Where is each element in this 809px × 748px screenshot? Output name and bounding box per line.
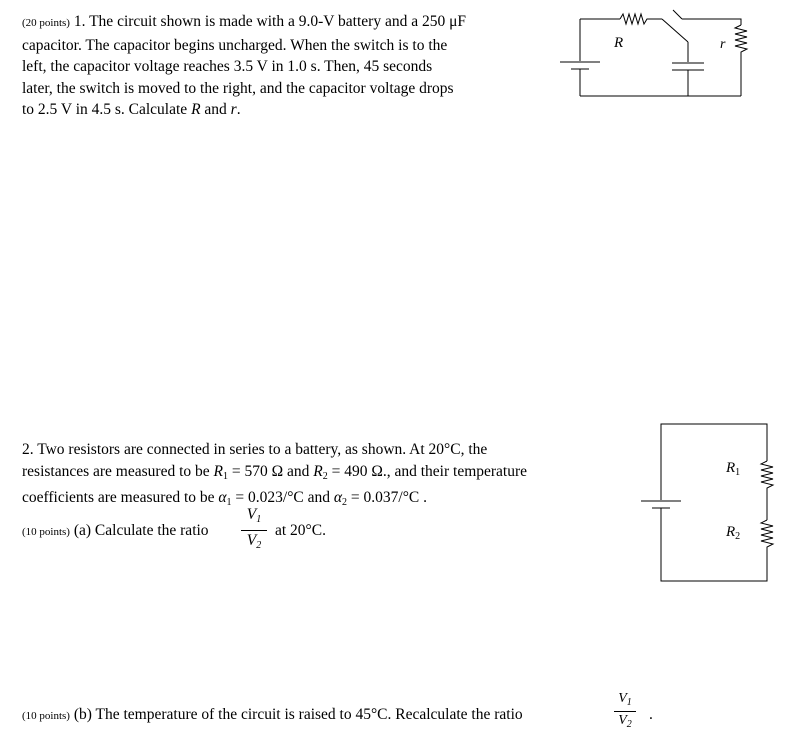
label-R1 bbox=[725, 460, 740, 478]
ratio-b-den-v: V bbox=[618, 713, 627, 728]
sub-alpha-2: 2 bbox=[342, 497, 348, 508]
ratio-a-num-v: V bbox=[246, 506, 257, 523]
part-a-label: (a) Calculate the ratio bbox=[73, 522, 209, 539]
var-R: R bbox=[191, 101, 201, 118]
ratio-a-den-v: V bbox=[246, 532, 257, 549]
ratio-a-num-sub: 1 bbox=[256, 514, 262, 525]
problem-1-and: and bbox=[200, 101, 231, 118]
problem-2-line-3-a: coefficients are measured to be bbox=[22, 489, 219, 506]
problem-1-line-5-prefix: to 2.5 V in 4.5 s. Calculate bbox=[22, 101, 192, 118]
problem-2-line-2-a: resistances are measured to be bbox=[22, 462, 214, 480]
problem-1-period: . bbox=[236, 101, 241, 118]
part-b-suffix: . bbox=[649, 706, 653, 723]
problem-1-line-1-text: The circuit shown is made with a 9.0-V battery and a 250 μF bbox=[89, 13, 467, 30]
resistor-R2 bbox=[661, 508, 773, 581]
ratio-b-den-sub: 2 bbox=[626, 719, 632, 730]
problem-1-number: 1. bbox=[73, 13, 86, 30]
ratio-b-num-v: V bbox=[618, 691, 627, 706]
label-R2 bbox=[725, 524, 740, 542]
problem-1-line-3: left, the capacitor voltage reaches 3.5 V in 1.0 s. Then, 45 seconds bbox=[22, 58, 433, 75]
label-R2-sub: 2 bbox=[735, 531, 741, 542]
resistor-R1 bbox=[761, 461, 773, 520]
problem-1-line-2: capacitor. The capacitor begins uncharged. When the switch is to the bbox=[22, 36, 448, 54]
var-r: r bbox=[230, 101, 237, 118]
var-alpha2: α bbox=[333, 489, 343, 506]
problem-2-line-1: 2. Two resistors are connected in series to a battery, as shown. At 20°C, the bbox=[22, 441, 488, 458]
ratio-b-denominator bbox=[614, 713, 636, 732]
part-a-suffix: at 20°C. bbox=[275, 522, 326, 539]
var-R2: R bbox=[313, 462, 323, 480]
wire-frame-top bbox=[661, 424, 767, 500]
label-r: r bbox=[720, 37, 726, 52]
problem-1-line-4: later, the switch is moved to the right, and the capacitor voltage drops bbox=[22, 79, 454, 97]
part-b-points: (10 points) bbox=[22, 710, 70, 722]
problem-2-line-2-b: = 570 Ω and bbox=[227, 462, 314, 480]
ratio-b-bar bbox=[614, 711, 636, 712]
ratio-fraction-b bbox=[614, 691, 636, 732]
part-b-label: (b) The temperature of the circuit is raised to 45°C. Recalculate the ratio bbox=[73, 706, 523, 723]
part-a-points: (10 points) bbox=[22, 526, 70, 538]
part-b-text bbox=[22, 704, 523, 728]
var-alpha1: α bbox=[218, 489, 227, 506]
sub-alpha-1: 1 bbox=[226, 497, 232, 508]
ratio-b-num-sub: 1 bbox=[626, 697, 632, 708]
ratio-a-den-sub: 2 bbox=[256, 540, 262, 551]
ratio-b-numerator bbox=[614, 691, 636, 710]
var-R1: R bbox=[213, 462, 223, 480]
label-R1-letter: R bbox=[726, 460, 736, 476]
label-R: R bbox=[614, 35, 624, 51]
sub-2: 2 bbox=[322, 470, 328, 482]
problem-2-line-3-b: = 0.023/°C and bbox=[231, 489, 334, 506]
sub-1: 1 bbox=[222, 470, 228, 482]
problem-1-points: (20 points) bbox=[22, 17, 70, 29]
problem-2-line-3-c: = 0.037/°C . bbox=[347, 489, 427, 506]
problem-2-line-2-c: = 490 Ω., and their temperature bbox=[327, 462, 528, 480]
label-R2-letter: R bbox=[726, 524, 736, 540]
label-R1-sub: 1 bbox=[735, 467, 741, 478]
